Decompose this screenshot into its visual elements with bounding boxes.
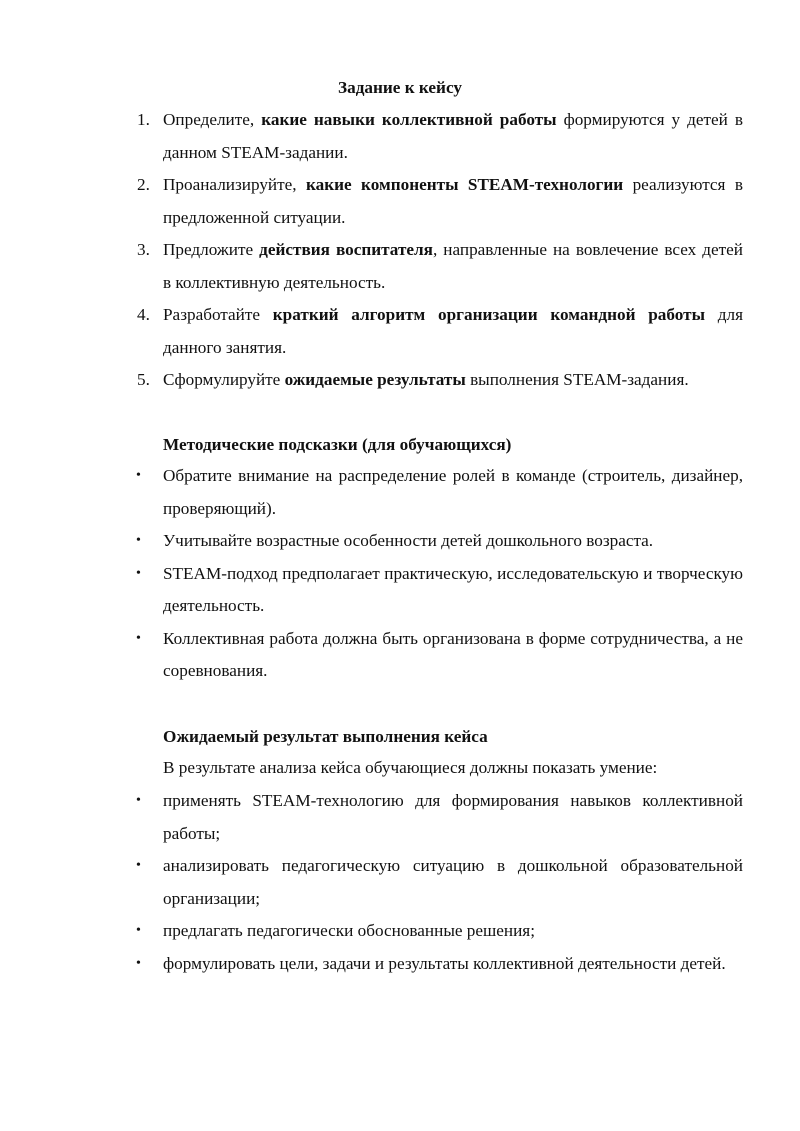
task-number: 2.	[137, 175, 150, 194]
result-text: анализировать педагогическую ситуацию в дошкольной образовательной организации;	[163, 856, 743, 908]
bullet-icon: •	[136, 923, 141, 938]
tip-text: Коллективная работа должна быть организована в форме сотрудничества, а не соревнования.	[163, 628, 743, 680]
tip-item	[136, 623, 743, 688]
task-text-bold: ожидаемые результаты	[284, 370, 466, 389]
task-text-bold: краткий алгоритм организации командной работы	[272, 305, 705, 324]
bullet-icon: •	[136, 858, 141, 873]
bullet-icon: •	[136, 630, 141, 646]
result-text: применять STEAM-технологию для формирования навыков коллективной работы;	[163, 791, 743, 843]
expected-result-list	[136, 785, 743, 980]
task-item	[137, 104, 743, 169]
tip-text: STEAM-подход предполагает практическую, исследовательскую и творческую деятельность.	[163, 563, 743, 615]
task-number: 5.	[137, 370, 150, 389]
methodical-tips-heading: Методические подсказки (для обучающихся)	[163, 435, 512, 454]
bullet-icon: •	[136, 468, 141, 483]
task-list	[137, 104, 743, 397]
expected-result-heading: Ожидаемый результат выполнения кейса	[163, 727, 488, 746]
task-item	[137, 364, 743, 397]
result-item	[136, 785, 743, 850]
task-item	[137, 234, 743, 299]
bullet-icon: •	[136, 955, 141, 971]
task-text-pre: Определите,	[163, 110, 262, 129]
expected-result-intro: В результате анализа кейса обучающиеся должны показать умение:	[163, 758, 658, 777]
task-text-post: реализуются в предложенной ситуации.	[163, 175, 743, 227]
task-text-pre: Предложите	[163, 240, 260, 259]
result-item	[136, 948, 743, 981]
task-text-pre: Сформулируйте	[163, 370, 285, 389]
case-task-title: Задание к кейсу	[338, 78, 462, 97]
tip-item	[136, 460, 743, 525]
task-text-bold: какие навыки коллективной работы	[261, 110, 557, 129]
task-text-post: формируются у детей в данном STEAM-задании.	[163, 110, 743, 162]
tip-item	[136, 558, 743, 623]
task-text-post: для данного занятия.	[163, 305, 743, 357]
task-number: 1.	[137, 110, 150, 129]
tip-text: Обратите внимание на распределение ролей в команде (строитель, дизайнер, проверяющий).	[163, 466, 743, 518]
task-text-pre: Проанализируйте,	[163, 175, 306, 194]
result-text: предлагать педагогически обоснованные решения;	[163, 921, 535, 940]
bullet-icon: •	[136, 533, 141, 548]
task-number: 4.	[137, 305, 150, 324]
result-item	[136, 915, 743, 948]
result-item	[136, 850, 743, 915]
task-item	[137, 299, 743, 364]
task-item	[137, 169, 743, 234]
task-text-bold: действия воспитателя	[259, 240, 433, 259]
tip-text: Учитывайте возрастные особенности детей дошкольного возраста.	[163, 531, 654, 550]
task-number: 3.	[137, 240, 150, 259]
bullet-icon: •	[136, 565, 141, 581]
task-text-post: выполнения STEAM-задания.	[465, 370, 689, 389]
bullet-icon: •	[136, 793, 141, 808]
task-text-pre: Разработайте	[163, 305, 273, 324]
result-text: формулировать цели, задачи и результаты коллективной деятельности детей.	[163, 953, 726, 973]
methodical-tips-list	[136, 460, 743, 688]
tip-item	[136, 525, 743, 558]
task-text-bold: какие компоненты STEAM-технологии	[305, 175, 624, 194]
task-text-post: , направленные на вовлечение всех детей в коллективную деятельность.	[163, 240, 743, 292]
